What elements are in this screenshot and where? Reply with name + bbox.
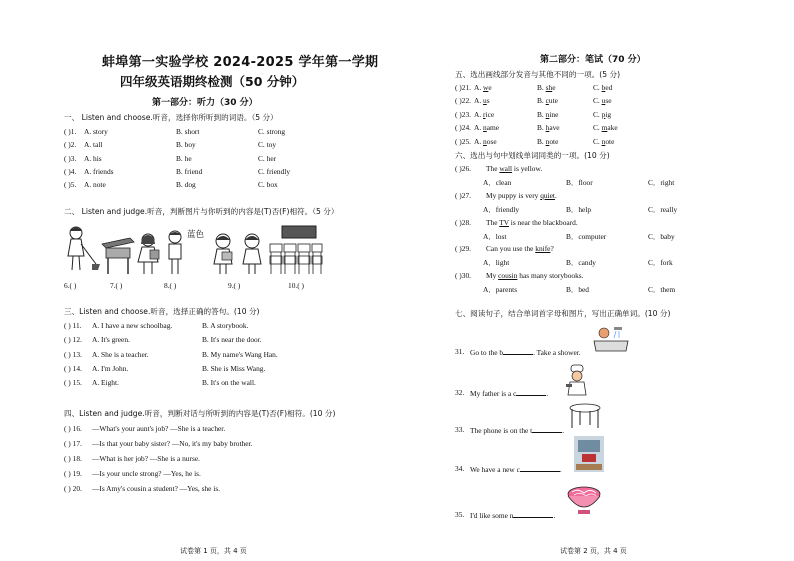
fill-sentence (470, 388, 548, 398)
cook-picture (566, 365, 588, 399)
underlined-letters: n (601, 136, 606, 146)
sentence-start: Go to the b (470, 348, 504, 357)
underlined-letters: m (601, 123, 608, 133)
underlined-word: wall (499, 164, 513, 173)
sentence-start: The phone is on the t (470, 426, 533, 435)
sentence-end: has many storybooks. (517, 271, 584, 281)
option-a: A. friends (84, 166, 114, 176)
option-a: A．parents (483, 285, 518, 295)
sentence-end: is near the blackboard. (508, 217, 578, 227)
question-number: ( ) 12. (64, 335, 82, 345)
underlined-letters: r (483, 109, 486, 119)
section6-instruction: 六、选出与句中划线单词同类的一项。(10 分) (455, 151, 610, 160)
option-prefix: C. (593, 109, 602, 119)
option-a (474, 137, 497, 146)
sentence-end: ? (550, 244, 554, 254)
option-prefix: A. (474, 109, 484, 119)
underlined-letters: w (483, 83, 489, 92)
option-a (474, 110, 494, 119)
option-c: C．right (648, 178, 675, 187)
option-c: C．them (648, 285, 676, 295)
table-picture (568, 403, 602, 429)
option-c: C. strong (258, 127, 286, 136)
option-b: B．help (566, 204, 592, 214)
underlined-word: knife (535, 244, 551, 254)
option-a: A. story (84, 127, 108, 136)
option-c: C．fork (648, 258, 673, 268)
option-b (537, 96, 558, 105)
question-number: 32. (455, 388, 465, 397)
underlined-letters: n (545, 109, 550, 119)
option-b: B. It's near the door. (202, 335, 262, 345)
option-suffix: se (605, 96, 612, 106)
option-b: B. he (176, 153, 192, 163)
blue-color-word: 蓝色 (187, 230, 205, 240)
option-prefix: A. (474, 96, 484, 106)
option-b: B．candy (566, 258, 596, 268)
answer-label: 6.( ) (64, 281, 77, 290)
option-b (537, 110, 558, 119)
dialogue-text: —Is that your baby sister? —No, it's my baby brother. (92, 439, 253, 448)
option-prefix: B. (537, 136, 546, 146)
fill-sentence (470, 464, 562, 474)
sentence-end: . (562, 426, 565, 435)
option-suffix: ute (548, 96, 558, 106)
sentence-start: My (486, 271, 499, 281)
underlined-letters: n (483, 136, 487, 146)
sentence-start: My father is a c (470, 389, 517, 398)
right-page-footer: 试卷第 2 页，共 4 页 (560, 547, 627, 555)
option-a: A. note (84, 180, 106, 190)
option-suffix: ave (549, 123, 560, 133)
option-a: A. Eight. (92, 378, 119, 388)
option-b: B．computer (566, 231, 607, 241)
option-b: B. My name's Wang Han. (202, 349, 278, 359)
section7-instruction: 七、阅读句子，结合单词首字母和图片，写出正确单词。(10 分) (455, 309, 671, 318)
question-sentence (486, 191, 557, 200)
section2-instruction: 二、 Listen and judge.听音，判断图片与你听到的内容是(T)否(F)相符。（5 分） (64, 207, 339, 216)
option-b: B. dog (176, 180, 196, 190)
section1-instruction: 一、 Listen and choose.听音，选择你所听到的词语。（5 分） (64, 113, 278, 122)
option-a: A. I have a new schoolbag. (92, 321, 173, 330)
option-prefix: B. (537, 96, 546, 106)
sentence-end: . Take a shower. (533, 348, 581, 357)
option-a: A．clean (483, 178, 512, 187)
sentence-start: We have a new c (470, 465, 520, 474)
question-number: ( )23. (455, 109, 472, 119)
question-number: ( )27. (455, 190, 472, 200)
option-prefix: C. (593, 96, 602, 106)
fill-sentence (470, 510, 555, 520)
answer-blank[interactable] (532, 425, 565, 435)
underlined-letters: h (545, 123, 550, 133)
section3-instruction: 三、Listen and choose.听音，选择正确的答句。(10 分) (64, 307, 260, 316)
option-suffix: ake (607, 123, 618, 133)
sentence-start: The (486, 164, 500, 173)
dialogue-text: —What is her job? —She is a nurse. (92, 454, 200, 463)
option-suffix: ine (549, 109, 559, 119)
question-number: ( ) 14. (64, 363, 82, 373)
desk-picture (100, 236, 136, 276)
dialogue-text: —What's your aunt's job? —She is a teacher. (92, 424, 226, 433)
option-b: B．bed (566, 285, 589, 295)
option-b: B. A storybook. (202, 321, 249, 330)
option-b: B. It's on the wall. (202, 378, 256, 388)
question-number: ( )21. (455, 83, 472, 92)
question-sentence (486, 218, 578, 227)
option-a (474, 123, 499, 132)
dialogue-text: —Is Amy's cousin a student? —Yes, she is. (92, 484, 221, 493)
underlined-letters: b (601, 83, 606, 92)
question-number: ( ) 19. (64, 469, 82, 478)
option-suffix: s (486, 96, 490, 106)
underlined-word: cousin (498, 271, 518, 281)
option-suffix: e (552, 83, 556, 92)
question-number: 31. (455, 347, 465, 356)
two-children-picture (210, 232, 266, 276)
option-suffix: ig (605, 109, 612, 119)
underlined-letters: p (601, 109, 606, 119)
sentence-start: I'd like some n (470, 511, 514, 520)
sentence-end: . (553, 511, 556, 520)
option-prefix: C. (593, 83, 602, 92)
underlined-letters: u (483, 96, 487, 106)
question-number: ( )2. (64, 140, 77, 150)
option-c (593, 123, 618, 132)
answer-blank[interactable] (503, 347, 533, 355)
underlined-letters: n (483, 123, 487, 133)
option-a: A. tall (84, 140, 103, 150)
sentence-start: My puppy is very (486, 190, 541, 200)
option-prefix: B. (537, 123, 546, 133)
underlined-word: quiet (540, 190, 555, 200)
option-a: A. She is a teacher. (92, 349, 149, 359)
answer-blank[interactable] (516, 388, 549, 398)
question-number: ( ) 13. (64, 349, 82, 359)
question-number: ( ) 17. (64, 439, 82, 448)
girl-sweeping-picture (62, 224, 102, 276)
sentence-end: . (554, 190, 557, 200)
question-number: ( )25. (455, 136, 472, 146)
option-c (593, 83, 612, 92)
option-a: A. his (84, 153, 102, 163)
question-number: ( )1. (64, 127, 77, 136)
option-a: A．lost (483, 231, 507, 241)
answer-label: 10.( ) (288, 281, 305, 290)
option-suffix: ice (485, 109, 495, 119)
option-b (537, 123, 560, 132)
left-page-footer: 试卷第 1 页，共 4 页 (180, 547, 247, 555)
question-number: ( ) 15. (64, 378, 82, 388)
option-b: B. boy (176, 140, 196, 150)
question-number: ( ) 18. (64, 454, 82, 463)
question-number: ( )22. (455, 96, 472, 106)
option-c: C．really (648, 204, 678, 214)
option-c (593, 110, 611, 119)
sentence-start: The (486, 217, 500, 227)
question-number: ( ) 20. (64, 484, 82, 493)
question-number: 34. (455, 464, 465, 473)
underlined-word: TV (499, 217, 509, 227)
section4-instruction: 四、Listen and judge.听音，判断对话与所听到的内容是(T)否(F)相符。(10 分) (64, 409, 336, 418)
option-prefix: C. (593, 123, 602, 133)
fill-sentence (470, 347, 581, 357)
underlined-letters: u (601, 96, 606, 106)
question-number: 35. (455, 510, 465, 519)
option-b (537, 83, 555, 92)
girl-with-bag-picture (134, 232, 162, 276)
option-a: A. It's green. (92, 335, 130, 345)
school-title: 蚌埠第一实验学校 2024-2025 学年第一学期 (102, 55, 379, 70)
underlined-letters: c (545, 96, 549, 106)
noodles-bowl-picture (566, 484, 602, 516)
question-sentence (486, 244, 554, 253)
option-a: A．friendly (483, 204, 520, 214)
classroom-picture (268, 224, 324, 276)
answer-label: 7.( ) (110, 281, 123, 290)
underlined-letters: n (545, 136, 550, 146)
option-prefix: C. (593, 136, 602, 146)
question-number: ( )28. (455, 217, 472, 227)
answer-blank[interactable] (520, 464, 560, 472)
underlined-letters: sh (545, 83, 553, 92)
boy-picture (164, 228, 188, 276)
option-prefix: A. (474, 136, 484, 146)
option-suffix: ote (549, 136, 559, 146)
answer-blank[interactable] (513, 510, 556, 520)
answer-label: 8.( ) (164, 281, 177, 290)
question-number: ( ) 16. (64, 424, 82, 433)
classroom-photo-picture (574, 436, 604, 472)
option-prefix: B. (537, 109, 546, 119)
option-c: C. her (258, 153, 277, 163)
question-number: ( )26. (455, 164, 472, 173)
part2-header: 第二部分：笔试（70 分） (540, 55, 646, 65)
option-suffix: ote (605, 136, 615, 146)
option-c: C. toy (258, 140, 277, 150)
sentence-end: is yellow. (512, 164, 543, 173)
option-a: A．light (483, 258, 510, 268)
option-prefix: B. (537, 83, 546, 92)
option-c: C．baby (648, 231, 675, 241)
question-number: ( )24. (455, 123, 472, 133)
option-b: B. friend (176, 166, 203, 176)
sentence-start: Can you use the (486, 244, 536, 254)
exam-title: 四年级英语期终检测（50 分钟） (120, 74, 305, 89)
fill-sentence (470, 425, 564, 435)
bathroom-shower-picture (592, 323, 630, 353)
option-prefix: A. (474, 83, 484, 92)
dialogue-text: —Is your uncle strong? —Yes, he is. (92, 469, 201, 478)
question-sentence (486, 164, 542, 173)
option-c (593, 137, 614, 146)
sentence-end: . (546, 389, 549, 398)
question-number: ( )3. (64, 153, 77, 163)
option-a (474, 83, 492, 92)
part1-header: 第一部分：听力（30 分） (152, 98, 258, 108)
question-number: ( )4. (64, 166, 77, 176)
option-suffix: e (488, 83, 492, 92)
question-number: ( )30. (455, 271, 472, 281)
option-prefix: A. (474, 123, 484, 133)
question-number: ( ) 11. (64, 321, 82, 330)
option-b: B. short (176, 127, 200, 136)
option-c: C. box (258, 180, 278, 190)
option-c (593, 96, 612, 105)
section5-instruction: 五、选出画线部分发音与其他不同的一项。(5 分) (455, 70, 621, 79)
question-sentence (486, 271, 584, 280)
option-b (537, 137, 558, 146)
option-a: A. I'm John. (92, 363, 129, 373)
option-suffix: ed (605, 83, 613, 92)
option-c: C. friendly (258, 166, 291, 176)
question-number: ( )29. (455, 244, 472, 254)
option-a (474, 96, 490, 105)
question-number: 33. (455, 425, 465, 434)
answer-label: 9.( ) (228, 281, 241, 290)
sentence-end: . (559, 465, 562, 474)
question-number: ( )5. (64, 180, 77, 190)
option-suffix: ame (486, 123, 500, 133)
option-b: B. She is Miss Wang. (202, 363, 266, 373)
option-b: B．floor (566, 178, 593, 187)
option-suffix: ose (486, 136, 497, 146)
